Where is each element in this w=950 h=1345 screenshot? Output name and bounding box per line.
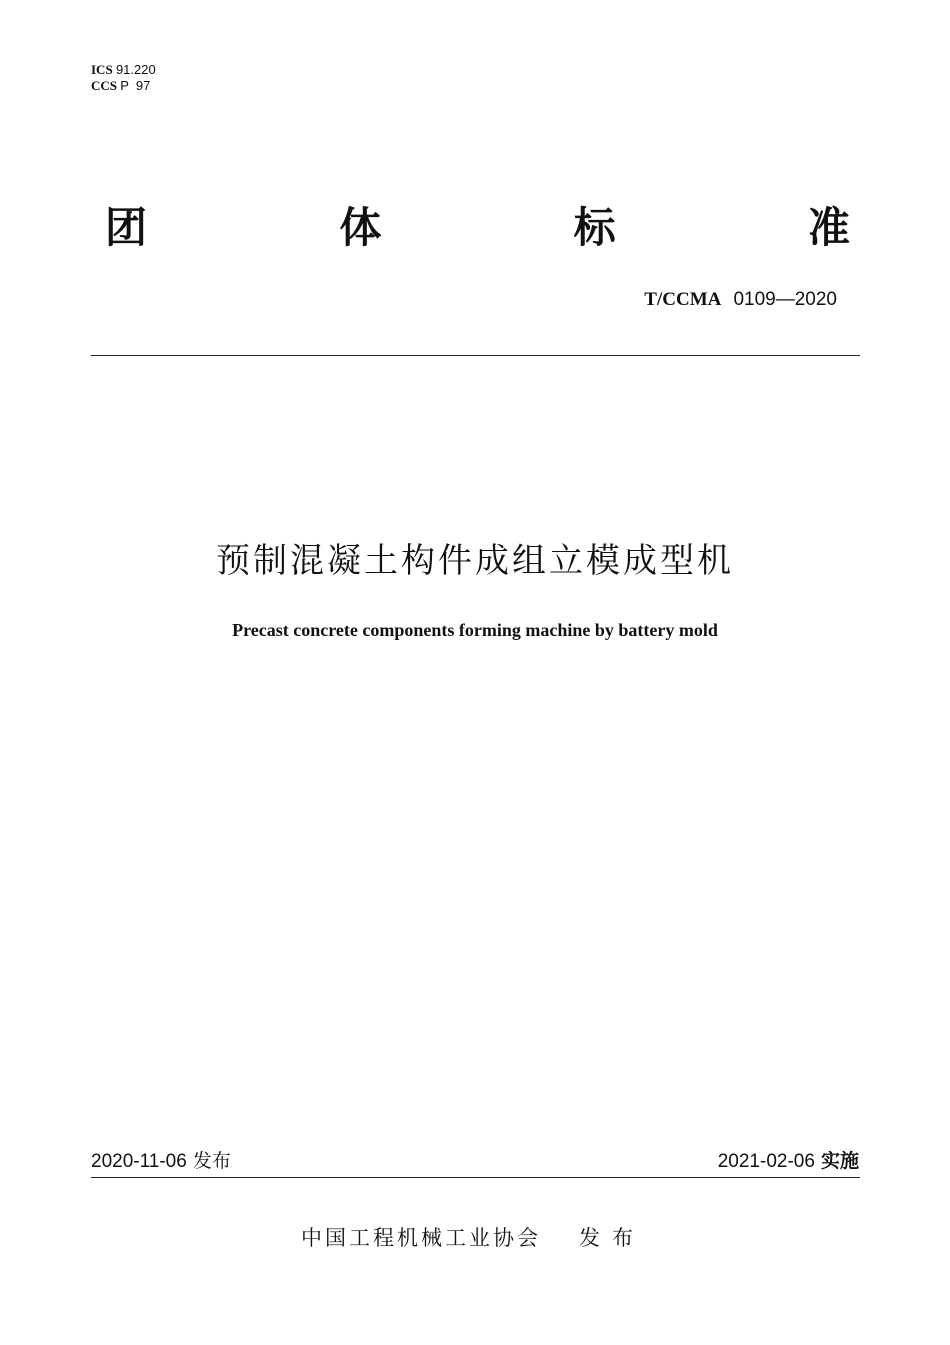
standard-type-char: 标 xyxy=(573,203,616,252)
ccs-value: P 97 xyxy=(120,78,151,93)
implement-date-label: 实施 xyxy=(820,1150,859,1172)
english-title: Precast concrete components forming machine by battery mold xyxy=(232,620,718,640)
publisher-name: 中国工程机械工业协会 xyxy=(301,1226,541,1250)
publisher-issue-label: 发布 xyxy=(579,1226,645,1250)
ics-label: ICS xyxy=(91,62,113,77)
standard-type-char: 体 xyxy=(339,203,382,252)
ics-value: 91.220 xyxy=(115,62,156,77)
standard-number-prefix: T/CCMA xyxy=(644,289,722,310)
standard-number xyxy=(644,288,837,311)
chinese-title: 预制混凝土构件成组立模成型机 xyxy=(216,541,734,581)
ccs-code-row xyxy=(91,78,156,94)
standard-type-char: 准 xyxy=(807,203,850,252)
publisher-line xyxy=(301,1222,645,1252)
implement-date xyxy=(718,1146,859,1173)
publish-date-label: 发布 xyxy=(192,1150,231,1172)
classification-codes xyxy=(91,62,156,94)
standard-type-char: 团 xyxy=(105,203,148,252)
top-divider xyxy=(91,355,860,356)
ccs-label: CCS xyxy=(91,78,118,93)
publish-date xyxy=(91,1146,231,1173)
standard-type-title xyxy=(105,195,850,255)
publish-date-value: 2020-11-06 xyxy=(91,1151,187,1172)
implement-date-value: 2021-02-06 xyxy=(717,1151,815,1172)
standard-number-value: 0109—2020 xyxy=(733,289,837,310)
ics-code-row xyxy=(91,62,156,78)
bottom-divider xyxy=(91,1177,860,1178)
